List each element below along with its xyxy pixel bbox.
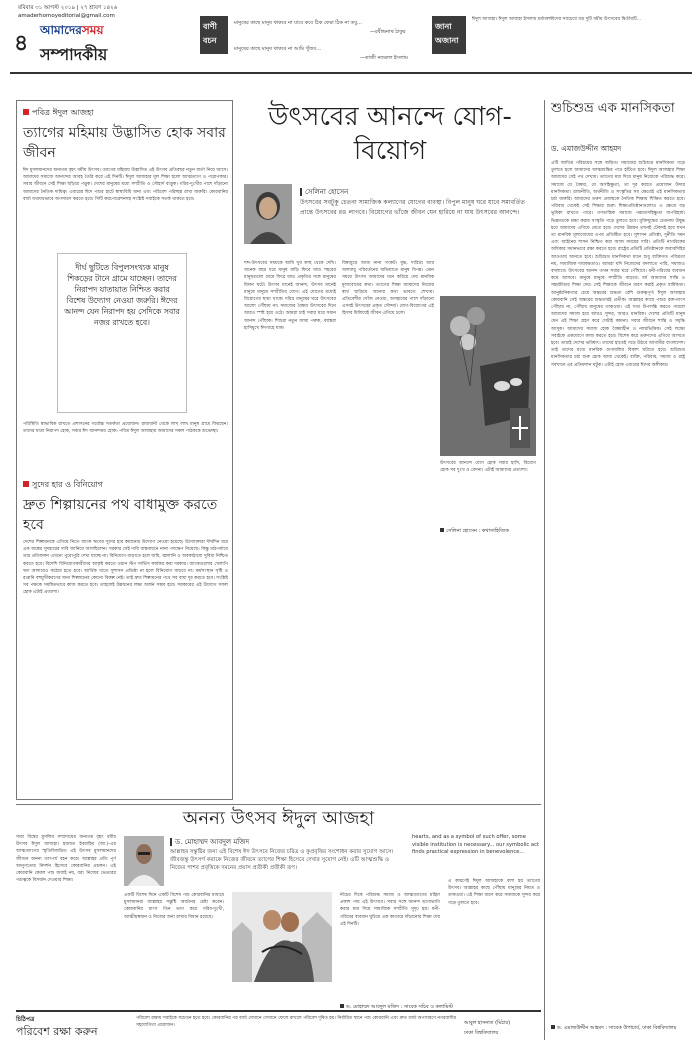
lead-body-col2: বিশ্বজুড়ে আজ নানা সংকট। যুদ্ধ, দারিদ্র্য আর জলবায়ু পরিবর্তনের অভিঘাতে মানুষ বিপন্ন। এমন সময়ে উৎসব আমাদের মনে করিয়ে দেয় মানবিক মূল্যবোধের কথা। ত্যাগের শিক্ষা আমাদের নিজের স্বার্থ ছাড়িয়ে অন্যের কথা ভাবতে শেখায়। প্রতিবেশীর খোঁজ নেওয়া, অসহায়ের পাশে দাঁড়ানো এসবই উৎসবের প্রকৃত সৌন্দর্য। যোগ-বিয়োগের এই হিসাব মিলিয়েই জীবন এগিয়ে চলে। (342, 261, 434, 317)
letters-headline: পরিবেশ রক্ষা করুন (16, 1025, 98, 1038)
kicker-2 (23, 479, 103, 492)
right-caption (551, 1025, 685, 1033)
jana-text: ঈদুল আজহা। ঈদুল আজহা ইসলাম ধর্মাবলম্বীদের সবচেয়ে বড় দুটি ধর্মীয় উৎসবের দ্বিতীয়টি... (472, 17, 642, 22)
email: amaderhomoyeditorial@gmail.com (18, 13, 115, 19)
paper-name-part2: সময় (81, 23, 104, 37)
page-number: ৪ (14, 31, 29, 56)
lead-body-col1: শব্দ-উৎসবের সময়কে আমি খুব কাছ থেকে দেখি। অনেক বছর ধরে মানুষ বাড়ি ফিরে যায়। শহরের মানুষগুলো গ্রামে ফিরে যায়। প্রকৃতির সঙ্গে মানুষের মিলন ঘটে। উৎসব মানেই আনন্দ, উৎসব মানেই মানুষে মানুষে সম্প্রীতির যোগ। এই যোগের মধ্যেই বিয়োগের ছায়া থাকে। দরিদ্র মানুষের ঘরে উৎসবের আলো পৌঁছায় না। সমাজের বৈষম্য উৎসবের দিনে আরও স্পষ্ট হয়ে ওঠে। আমরা চাই সবার ঘরে সমান আনন্দ পৌঁছাক। শিশুরা নতুন জামা পরুক, বয়স্করা হাসিমুখে ঈদগাহে যাক। (244, 261, 336, 331)
letters-section (16, 1010, 541, 1050)
square-bullet-icon (23, 481, 29, 487)
paper-logo (40, 24, 104, 36)
letters-signoff-1: আবুল হাসনাত (মিঠার) (464, 1020, 511, 1026)
dateline: রবিবার ৩১ আগস্ট ২০১৯ | ২৭ শ্রাবণ ১৪২৬ (18, 5, 118, 11)
paper-name-part1: আমাদের (40, 23, 82, 37)
second-intro: আল্লাহর সন্তুষ্টির জন্য এই বিশেষ ঈদ উৎসবে নিজের চরিত্র ও কুপ্রবৃত্তির সংশোধন করার সুযোগ আসে। জীবজন্তু উৎসর্গ করাকে নিজের জীবনে ত্যাগের শিক্ষা হিসেবে দেখার সুযোগ নেই। এটি আত্মশুদ্ধি ও নিজের পাশব প্রবৃত্তিকে দমনের প্রয়াস প্রতীকী প্রতীকী রূপ। (170, 849, 394, 872)
lead-headline: উৎসবের আনন্দে যোগ-বিয়োগ (268, 102, 512, 166)
square-bullet-icon (23, 109, 29, 115)
lead-article (240, 100, 540, 540)
second-illustration (232, 892, 332, 982)
second-body-col1: সারা বিশ্বের মুসলিম সম্প্রদায়ের অন্যতম বৃহৎ ধর্মীয় উৎসব ঈদুল আজহা। হজরত ইবরাহিম (আ.)-এর আত্মত্যাগের স্মৃতিবিজড়িত এই উৎসব মুসলমানদের জীবনে অনন্য তাৎপর্য বহন করে। আল্লাহর প্রতি পূর্ণ আনুগত্যের নিদর্শন হিসেবে কোরবানির প্রচলন। এই কোরবানি কেবল পশু জবাই নয়, বরং নিজের ভেতরের পশুত্বকে বিসর্জন দেওয়ার শিক্ষা। (16, 835, 116, 884)
pullquote: দীর্ঘ ছুটিতে বিপুলসংখ্যক মানুষ শিকড়ের টানে গ্রামে যাচ্ছেন। তাদের নিরাপদ যাতায়াত নিশ্চিত করার বিশেষ উদ্যোগ নেওয়া জরুরি। ঈদের আনন্দ যেন নিরাপদ হয় সেদিকে সবার নজর রাখতে হবে। (64, 263, 180, 327)
right-byline: ড. এমাজউদ্দীন আহমদ (551, 144, 622, 153)
letters-label: চিঠিপত্র (16, 1016, 35, 1023)
kicker-1-text: পবিত্র ঈদুল আজহা (32, 108, 94, 117)
english-quote: hearts, and as a symbol of such offer, some visible institution is necessary... our symbolic act finds practical expression in benevolence... (412, 834, 539, 855)
second-body-col2: একটি বিশেষ দিনে একটি বিশেষ পশু কোরবানির মাধ্যমে মুসলমানরা আল্লাহর সন্তুষ্টি অর্জনের চেষ্টা করেন। কোরবানির মাংস তিন ভাগ করে গরিব-দুঃখী, আত্মীয়স্বজন ও নিজের জন্য রাখার বিধান রয়েছে। (124, 893, 224, 920)
second-body-col3: নীচের দিকে পরিশুদ্ধ সমাজ ও আত্মত্যাগের মহিমা প্রকাশ পায় এই উৎসবে। সবার সঙ্গে আনন্দ ভাগাভাগি করার মধ্য দিয়ে সামাজিক সম্প্রীতি সুদৃঢ় হয়। ধনী-গরিবের ব্যবধান ঘুচিয়ে এক কাতারে দাঁড়ানোর শিক্ষা দেয় এই দিনটি। (340, 893, 440, 927)
lead-body-col3: উৎসবের আনন্দে যোগ হোক সবার হাসি, বিয়োগ হোক সব দুঃখ ও বেদনা। এটাই আমাদের প্রত্যাশা। (440, 461, 536, 474)
person-photo-icon (244, 184, 292, 244)
second-byline-text: ড. মোহাম্মদ আবদুল মজিদ (170, 838, 249, 846)
right-column (547, 100, 687, 1040)
author-photo (244, 184, 292, 244)
lead-caption-text: সেলিনা হোসেন : কথাসাহিত্যিক (446, 528, 509, 534)
jana-label (432, 16, 466, 54)
masthead-rule (10, 72, 692, 74)
eid-embrace-illustration-icon (232, 892, 332, 982)
editorial-1-body-2: পরিস্থিতি স্বাভাবিক রাখতে প্রশাসনের সর্বোচ্চ সতর্কতা প্রয়োজন। রাজধানী থেকে লাখ লাখ মানুষ গ্রামে ফিরছেন। তাদের যাত্রা নিরাপদ হোক, সবার ঈদ আনন্দময় হোক। পবিত্র ঈদুল আজহায় আমাদের সকল পাঠককে শুভেচ্ছা। (23, 422, 228, 435)
square-bullet-icon (440, 528, 444, 532)
right-headline: শুচিশুভ্র এক মানসিকতা (551, 101, 675, 116)
kicker-2-text: সুদের হার ও বিনিয়োগ (32, 480, 103, 489)
section-title: সম্পাদকীয় (40, 45, 108, 64)
letters-signoff-2: ঢাকা বিশ্ববিদ্যালয় (464, 1030, 499, 1036)
right-body: এটি জাতির পরিচয়ের সঙ্গে জড়িত। সমাজের শুচিশুভ্র মানসিকতা গড়ে তুলতে হলে আমাদের আত্মশুদ্ধির পথে হাঁটতে হবে। ঈদুল আজহার শিক্ষা আমাদের সেই পথ দেখায়। ত্যাগের মধ্য দিয়ে মানুষ নিজেকে পরিশুদ্ধ করে। সমাজে যে বৈষম্য, যে অসহিষ্ণুতা, তা দূর করতে প্রয়োজন উদার মানসিকতা। রাজনীতি, অর্থনীতি ও সংস্কৃতির সব ক্ষেত্রেই এই মানসিকতার চর্চা জরুরি। আমাদের তরুণ প্রজন্মকে নৈতিক শিক্ষায় শিক্ষিত করতে হবে। পরিবার থেকেই সেই শিক্ষার শুরু। শিক্ষাপ্রতিষ্ঠানগুলোও এ ক্ষেত্রে বড় ভূমিকা রাখতে পারে। গণতান্ত্রিক সমাজে পরমতসহিষ্ণুতা অপরিহার্য। ভিন্নমতকে শ্রদ্ধা করার সংস্কৃতি গড়ে তুলতে হবে। মুক্তিযুদ্ধের চেতনায় উদ্বুদ্ধ হয়ে আমাদের এগিয়ে যেতে হবে। দেশের উন্নয়ন তখনই টেকসই হবে যখন তা মানবিক মূল্যবোধের ওপর প্রতিষ্ঠিত হবে। সুশাসন প্রতিষ্ঠা, দুর্নীতি দমন এবং আইনের শাসন নিশ্চিত করা আজ সময়ের দাবি। প্রতিটি নাগরিকের অধিকার সমানভাবে রক্ষা করতে হবে। রাষ্ট্রের প্রতিটি প্রতিষ্ঠানকে জবাবদিহির আওতায় আনতে হবে। শুচিশুভ্র মানসিকতা মানে শুধু ব্যক্তিগত পবিত্রতা নয়, সামাজিক দায়বদ্ধতাও। আমরা যদি নিজেদের বদলাতে পারি, সমাজও বদলাবে। উৎসবের আনন্দ তখন সবার ঘরে পৌঁছাবে। ধনী-গরিবের ব্যবধান কমে আসবে। মানুষে মানুষে সম্প্রীতি বাড়বে। ধর্ম আমাদের শান্তি ও সহমর্মিতার শিক্ষা দেয়। সেই শিক্ষাকে জীবনে ধারণ করাই প্রকৃত ধার্মিকতা। আনুষ্ঠানিকতার চেয়ে অন্তরের শুদ্ধতা বেশি গুরুত্বপূর্ণ। ঈদুল আজহার কোরবানি সেই অন্তরের শুদ্ধতারই প্রতীক। আল্লাহর কাছে পশুর রক্ত-মাংস পৌঁছায় না, পৌঁছায় মানুষের তাকওয়া। এই সত্য উপলব্ধি করতে পারলে আমাদের সমাজ হবে আরও সুন্দর, আরও মানবিক। দেশের প্রতিটি মানুষ যেন এই শিক্ষা গ্রহণ করে সেটাই কামনা। সবার জীবনে শান্তি ও সমৃদ্ধি আসুক। আমাদের সমাজ হোক বৈষম্যহীন ও ন্যায়ভিত্তিক। সেই লক্ষ্যে সবাইকে একযোগে কাজ করতে হবে। বিশেষ করে তরুণদের এগিয়ে আসতে হবে। তারাই দেশের ভবিষ্যৎ। তাদের হাতেই গড়ে উঠবে আগামীর বাংলাদেশ। তাই তাদের মধ্যে মানবিক গুণাবলির বিকাশ ঘটাতে হবে। শুচিশুভ্র মানসিকতার চর্চা শুরু হোক আজ থেকেই। ব্যক্তি, পরিবার, সমাজ ও রাষ্ট্র সবখানে এর প্রতিফলন ঘটুক। এটাই হোক এবারের ঈদের অঙ্গীকার। (551, 161, 685, 368)
editorial-1-body: ঈদ মুসলমানদের অন্যতম বৃহৎ ধর্মীয় উৎসব। ত্যাগের মহিমায় উদ্ভাসিত এই উৎসব প্রতিবছর নতুন বার্তা নিয়ে আসে। আমাদের সমাজে আনন্দের আবহ তৈরি করে এই দিনটি। ঈদুল আজহার মূল শিক্ষা হলো আত্মত্যাগ ও পরোপকার। সবার জীবনে সেই শিক্ষা ছড়িয়ে পড়ুক। দেশের মানুষের মধ্যে সম্প্রীতি ও সৌহার্দ বাড়ুক। গরিব-দুঃখীর পাশে দাঁড়ানো আমাদের নৈতিক দায়িত্ব। এবারের ঈদে পশুর হাটে স্বাস্থ্যবিধি মানা এবং পরিবেশ পরিচ্ছন্ন রাখা জরুরি। কোরবানির বর্জ্য যথাযথভাবে অপসারণ করতে হবে। সিটি করপোরেশনসহ সংশ্লিষ্ট সবাইকে সতর্ক থাকতে হবে। (23, 168, 228, 202)
bani-label-text: বাণী বচন (203, 22, 217, 45)
second-headline: অনন্য উৎসব ঈদুল আজহা (182, 808, 375, 829)
kicker-1 (23, 107, 94, 120)
balloons-illustration-icon (440, 296, 536, 456)
quote-1: মানুষের কাছে মানুষ থাকবে না যাবে কবে ঠিক ফেরা ঠিক না তবু... (234, 20, 362, 26)
square-bullet-icon (551, 1025, 555, 1029)
second-body-col4: এ কারণেই ঈদুল আজহাকে বলা হয় ত্যাগের উৎসব। আল্লাহর কাছে পৌঁছায় মানুষের নিয়ত ও তাকওয়া। এই শিক্ষা ধারণ করে সমাজকে সুন্দর করে গড়ে তুলতে হবে। (448, 879, 540, 906)
headline-1: ত্যাগের মহিমায় উদ্ভাসিত হোক সবার জীবন (23, 125, 226, 161)
lead-byline (300, 186, 348, 198)
lead-intro: উৎসবের সবটুকু চেতনা সামাজিক কল্যাণের যোগের ব্যবস্থা। বিপুল মানুষ ঘরে যাবে সমাবর্তিত প্রান্তে উৎসবের রঙ লাগবে। বিয়োগের ভাঁজে জীবন যেন হারিয়ে না যায় উৎসবের আনন্দে। (300, 199, 526, 216)
second-author-photo (124, 836, 164, 886)
jana-label-text: জানা অজানা (435, 22, 459, 45)
left-column (16, 100, 233, 800)
bani-label (200, 16, 228, 54)
quote-1-author: —রবীন্দ্রনাথ ঠাকুর (370, 29, 406, 35)
headline-2: দ্রুত শিল্পায়নের পথ বাধামুক্ত করতে হবে (23, 497, 218, 533)
quote-2: মানুষের কাছে মানুষ থাকবে না আমি খুঁজব... (234, 46, 321, 52)
lead-caption (440, 528, 509, 536)
second-caption-text: ড. মোহাম্মদ আবদুল মজিদ : সাবেক সচিব ও কলামিস্ট (346, 1004, 453, 1010)
second-byline (170, 836, 249, 848)
editorial-2-body: দেশের শিল্পায়নকে এগিয়ে নিতে ব্যাংক ঋণের সুদের হার কমানোর উদ্যোগ নেওয়া হয়েছে। উদ্যোক্তারা দীর্ঘদিন ধরে এক অঙ্কের সুদহারের দাবি জানিয়ে আসছিলেন। সরকার সেই দাবি বাস্তবায়নে নানা পদক্ষেপ নিয়েছে। কিন্তু মাঠপর্যায়ে তার প্রতিফলন এখনো পুরোপুরি দেখা যাচ্ছে না। বিনিয়োগ বাড়াতে হলে জমি, জ্বালানি ও অবকাঠামো সুবিধা নিশ্চিত করতে হবে। বিদেশি বিনিয়োগকারীদের আকৃষ্ট করতে ওয়ান স্টপ সার্ভিস কার্যকর করা দরকার। ব্যাংকগুলোর খেলাপি ঋণ আদায়েও কঠোর হতে হবে। আর্থিক খাতে সুশাসন প্রতিষ্ঠা না হলে বিনিয়োগ বাড়বে না। কর্মসংস্থান সৃষ্টি ও রপ্তানি বহুমুখীকরণের জন্য শিল্পায়নের কোনো বিকল্প নেই। তাই দ্রুত শিল্পায়নের পথে সব বাধা দূর করতে হবে। সংশ্লিষ্ট সব পক্ষকে সমন্বিতভাবে কাজ করতে হবে। তাহলেই উন্নয়নের লক্ষ্য অর্জন সম্ভব হবে। সরকারের এই উদ্যোগ সফল হোক এটাই প্রত্যাশা। (23, 540, 228, 596)
pullquote-box (57, 253, 187, 413)
quote-2-author: —কাজী নজরুল ইসলাম (360, 55, 408, 61)
masthead (0, 0, 700, 78)
lead-byline-text: সেলিনা হোসেন (300, 188, 348, 196)
right-column-divider (544, 100, 545, 1040)
lead-illustration (440, 296, 536, 456)
right-caption-text: ড. এমাজউদ্দীন আহমদ : সাবেক উপাচার্য, ঢাকা বিশ্ববিদ্যালয় (557, 1025, 677, 1031)
person-photo-icon (124, 836, 164, 886)
letters-body: পরিবেশ রক্ষায় সবাইকে সচেতন হতে হবে। কোরবানির পর বর্জ্য যেখানে সেখানে ফেলে রাখলে পরিবেশ দূষিত হয়। নির্ধারিত স্থানে পশু কোরবানি এবং দ্রুত বর্জ্য অপসারণে নগরবাসীর সহযোগিতা প্রয়োজন। (136, 1016, 456, 1029)
square-bullet-icon (340, 1004, 344, 1008)
